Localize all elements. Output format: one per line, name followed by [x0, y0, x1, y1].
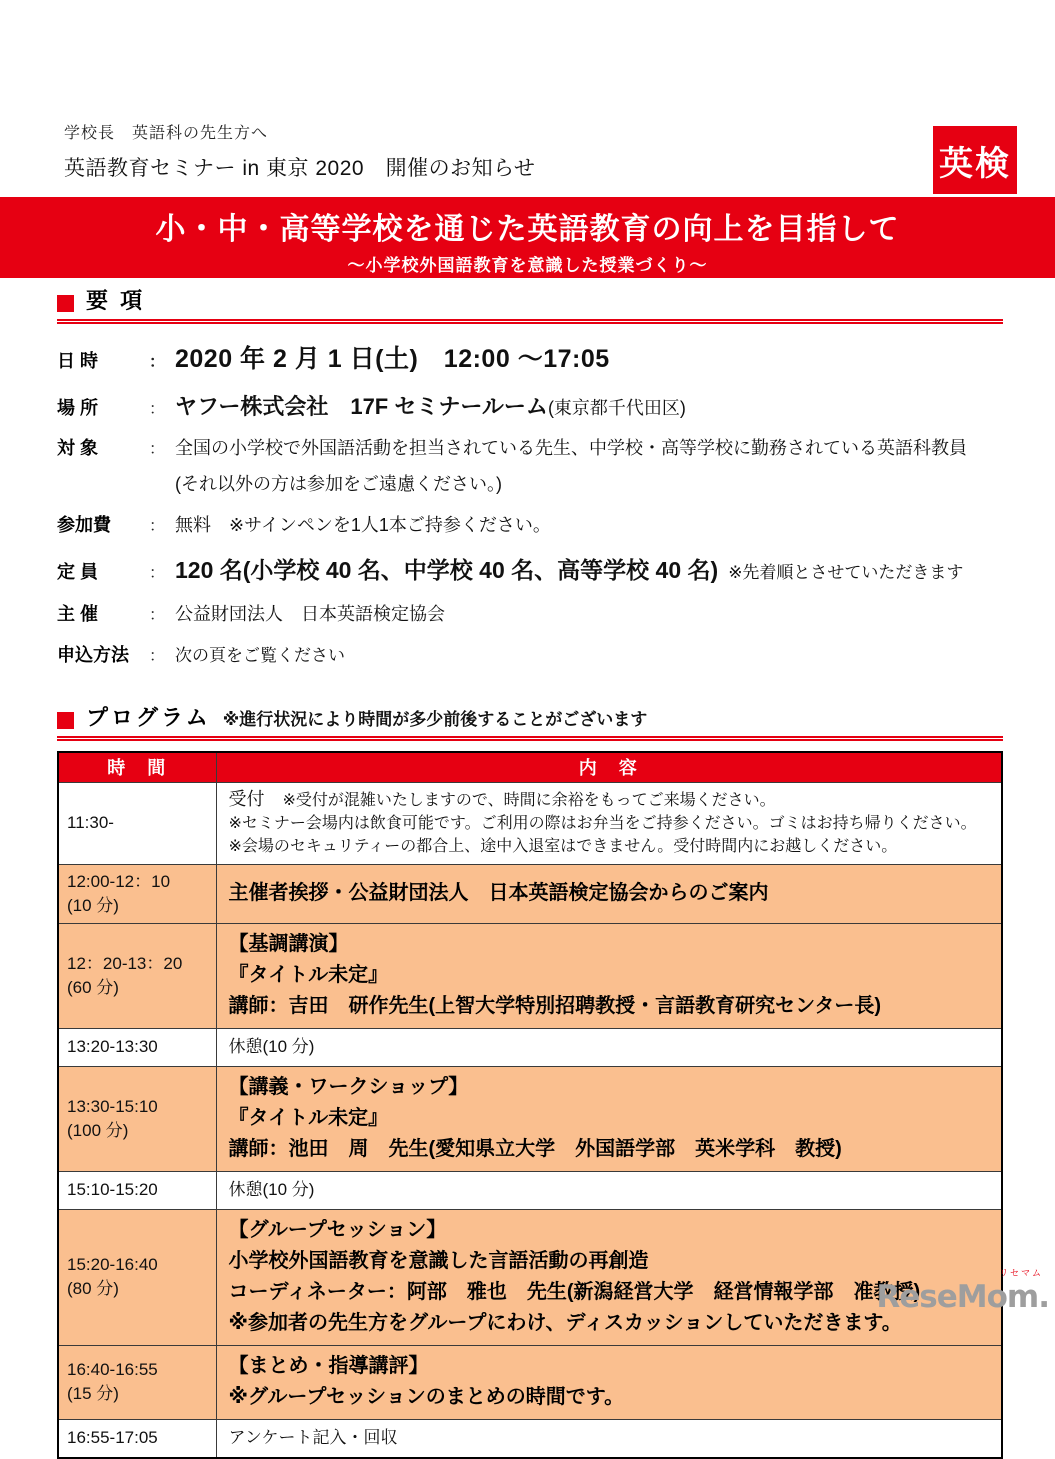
red-square-icon: [57, 295, 74, 312]
program-content-cell: [216, 782, 1002, 864]
eiken-logo: 英検: [933, 126, 1017, 194]
overview-value: 無料 ※サインペンを1人1本ご持参ください。: [175, 515, 551, 535]
page-content: [57, 284, 1003, 1459]
program-content-line: ※セミナー会場内は飲食可能です。ご利用の際はお弁当をご持参ください。ゴミはお持ち帰りください。: [228, 814, 977, 832]
overview-value-sub: (東京都千代田区): [547, 398, 686, 418]
overview-value: 公益財団法人 日本英語検定協会: [175, 604, 445, 624]
program-time-cell: 13:30-15:10 (100 分): [58, 1066, 216, 1171]
program-time-cell: 15:20-16:40 (80 分): [58, 1209, 216, 1345]
program-section: [57, 701, 1003, 1459]
overview-label: 場 所: [57, 398, 99, 418]
program-row: [58, 923, 1002, 1028]
program-content-cell: [216, 1028, 1002, 1066]
program-line-prefix: 受付: [228, 788, 265, 809]
overview-label: 主 催: [57, 604, 99, 624]
column-header-time: 時 間: [58, 752, 216, 782]
program-row: [58, 1209, 1002, 1345]
program-content-cell: [216, 1171, 1002, 1209]
program-table-header-row: [58, 752, 1002, 782]
program-content-line: アンケート記入・回収: [228, 1427, 398, 1447]
program-table: [57, 751, 1003, 1459]
program-content-line: ※会場のセキュリティーの都合上、途中入退室はできません。受付時間内にお越しください。: [228, 837, 898, 855]
program-heading: [57, 701, 1003, 741]
program-row: [58, 1345, 1002, 1419]
program-content-line: 休憩(10 分): [228, 1179, 315, 1199]
banner-subtitle: ～小学校外国語教育を意識した授業づくり～: [347, 256, 708, 275]
overview-row-apply: [57, 641, 1003, 667]
program-content-line: 受付 ※受付が混雑いたしますので、時間に余裕をもってご来場ください。: [228, 788, 776, 809]
overview-colon: ：: [149, 607, 166, 624]
audience-note: 学校長 英語科の先生方へ: [64, 125, 269, 142]
program-time-cell: 16:40-16:55 (15 分): [58, 1345, 216, 1419]
program-row: [58, 1419, 1002, 1458]
program-content-cell: [216, 864, 1002, 923]
overview-label: 定 員: [57, 562, 99, 582]
program-time-cell: 16:55-17:05: [58, 1419, 216, 1458]
program-content-line: 講師：吉田 研作先生(上智大学特別招聘教授・言語教育研究センター長): [228, 994, 882, 1017]
program-row: [58, 1066, 1002, 1171]
overview-value: 120 名(小学校 40 名、中学校 40 名、高等学校 40 名): [175, 557, 719, 583]
program-table-body: [58, 782, 1002, 1458]
overview-value: 次の頁をご覧ください: [175, 646, 345, 665]
program-content-line: ※グループセッションのまとめの時間です。: [228, 1385, 625, 1408]
program-content-line: 【グループセッション】: [228, 1218, 447, 1241]
program-content-line: コーディネーター：阿部 雅也 先生(新潟経営大学 経営情報学部 准教授): [228, 1280, 921, 1303]
overview-colon: ：: [149, 354, 166, 371]
program-content-cell: [216, 1066, 1002, 1171]
program-content-line: 小学校外国語教育を意識した言語活動の再創造: [228, 1249, 649, 1272]
overview-label: 日 時: [57, 351, 99, 371]
program-content-line: 『タイトル未定』: [228, 1106, 389, 1129]
overview-value-line2: (それ以外の方は参加をご遠慮ください。): [175, 474, 502, 494]
main-banner: [0, 197, 1055, 278]
program-content-line: 【基調講演】: [228, 932, 349, 955]
overview-row-target: [57, 434, 1003, 496]
overview-label: 参加費: [57, 515, 111, 535]
program-time-cell: 12:00-12：10 (10 分): [58, 864, 216, 923]
banner-title: 小・中・高等学校を通じた英語教育の向上を目指して: [155, 213, 900, 246]
program-content-cell: [216, 1419, 1002, 1458]
program-content-line: ※参加者の先生方をグループにわけ、ディスカッションしていただきます。: [228, 1311, 902, 1334]
program-row: [58, 782, 1002, 864]
program-time-cell: 15:10-15:20: [58, 1171, 216, 1209]
overview-row-place: [57, 390, 1003, 421]
overview-value: ヤフー株式会社 17F セミナールーム: [175, 394, 548, 419]
program-row: [58, 1028, 1002, 1066]
column-header-content: 内 容: [216, 752, 1002, 782]
overview-heading: [57, 284, 1003, 324]
overview-row-datetime: [57, 339, 1003, 375]
overview-row-capacity: [57, 552, 1003, 585]
program-row: [58, 1171, 1002, 1209]
program-content-line: 【講義・ワークショップ】: [228, 1075, 469, 1098]
overview-row-fee: [57, 511, 1003, 537]
program-row: [58, 864, 1002, 923]
document-header: [64, 120, 535, 182]
resemom-logo: ReseMom.: [876, 1279, 1049, 1315]
overview-colon: ：: [149, 441, 166, 458]
overview-row-host: [57, 600, 1003, 626]
overview-colon: ：: [149, 648, 166, 665]
program-time-cell: 13:20-13:30: [58, 1028, 216, 1066]
program-heading-note: ※進行状況により時間が多少前後することがございます: [222, 710, 648, 729]
overview-value: 全国の小学校で外国語活動を担当されている先生、中学校・高等学校に勤務されている英語科教員: [175, 438, 967, 458]
program-time-cell: 11:30-: [58, 782, 216, 864]
overview-colon: ：: [149, 401, 166, 418]
program-content-line: 休憩(10 分): [228, 1036, 315, 1056]
document-title: 英語教育セミナー in 東京 2020 開催のお知らせ: [64, 157, 536, 180]
program-content-line: 『タイトル未定』: [228, 963, 389, 986]
program-content-cell: [216, 923, 1002, 1028]
overview-heading-label: 要 項: [86, 288, 146, 313]
overview-label: 申込方法: [57, 645, 129, 665]
resemom-ruby: リセマム: [999, 1268, 1043, 1278]
program-heading-label: プログラム: [86, 705, 211, 730]
red-square-icon: [57, 712, 74, 729]
program-content-line: 【まとめ・指導講評】: [228, 1354, 429, 1377]
overview-value-note: ※先着順とさせていただきます: [728, 563, 964, 582]
program-content-cell: [216, 1345, 1002, 1419]
program-time-cell: 12：20-13：20 (60 分): [58, 923, 216, 1028]
resemom-watermark: [876, 1266, 1049, 1315]
program-content-line: 主催者挨拶・公益財団法人 日本英語検定協会からのご案内: [228, 881, 769, 904]
program-content-line: 講師：池田 周 先生(愛知県立大学 外国語学部 英米学科 教授): [228, 1137, 842, 1160]
overview-colon: ：: [149, 518, 166, 535]
overview-label: 対 象: [57, 438, 99, 458]
overview-value: 2020 年 2 月 1 日(土) 12:00 ～17:05: [175, 345, 610, 373]
overview-colon: ：: [149, 565, 166, 582]
